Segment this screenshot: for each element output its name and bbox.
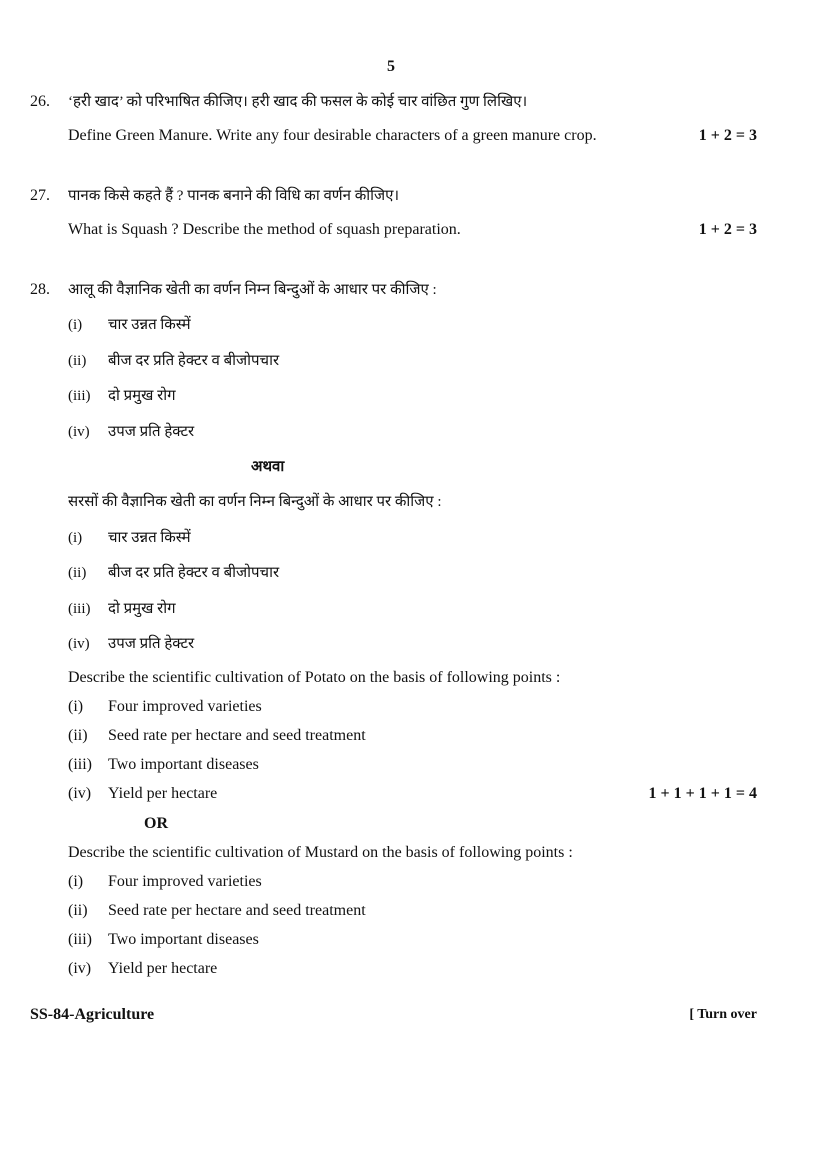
question-28-number: 28.	[30, 281, 50, 298]
point-label: (i)	[68, 530, 83, 546]
point-label: (ii)	[68, 727, 88, 744]
question-28-english-mustard-intro: Describe the scientific cultivation of Mustard on the basis of following points :	[68, 844, 573, 861]
point-text: Yield per hectare	[108, 960, 218, 977]
question-28-marks: 1 + 1 + 1 + 1 = 4	[648, 785, 757, 802]
point-label: (ii)	[68, 565, 87, 581]
point-label: (iv)	[68, 785, 92, 802]
point-text: Seed rate per hectare and seed treatment	[108, 902, 366, 919]
point-text: बीज दर प्रति हेक्टर व बीजोपचार	[108, 565, 280, 581]
point-label: (ii)	[68, 902, 88, 919]
question-28-english-potato-intro: Describe the scientific cultivation of Potato on the basis of following points :	[68, 669, 561, 686]
question-27-number: 27.	[30, 187, 50, 204]
point-text: दो प्रमुख रोग	[108, 601, 176, 617]
point-text: चार उन्नत किस्में	[108, 530, 191, 546]
point-label: (i)	[68, 698, 84, 715]
footer-turn-over: [ Turn over	[689, 1007, 757, 1022]
point-label: (i)	[68, 317, 83, 333]
point-text: चार उन्नत किस्में	[108, 317, 191, 333]
point-text: Two important diseases	[108, 756, 259, 773]
point-label: (iii)	[68, 601, 91, 617]
hindi-or-divider: अथवा	[251, 459, 285, 475]
question-26-english: Define Green Manure. Write any four desirable characters of a green manure crop.	[68, 127, 597, 144]
question-26-hindi: ‘हरी खाद’ को परिभाषित कीजिए। हरी खाद की फसल के कोई चार वांछित गुण लिखिए।	[68, 94, 528, 110]
point-label: (iii)	[68, 388, 91, 404]
page-number: 5	[387, 58, 395, 75]
point-text: Yield per hectare	[108, 785, 218, 802]
point-label: (iv)	[68, 960, 92, 977]
point-text: बीज दर प्रति हेक्टर व बीजोपचार	[108, 353, 280, 369]
point-text: Four improved varieties	[108, 873, 262, 890]
question-26-number: 26.	[30, 93, 50, 110]
point-text: उपज प्रति हेक्टर	[108, 424, 195, 440]
point-text: Four improved varieties	[108, 698, 262, 715]
point-label: (iv)	[68, 424, 90, 440]
point-label: (ii)	[68, 353, 87, 369]
question-27-english: What is Squash ? Describe the method of squash preparation.	[68, 221, 461, 238]
question-28-hindi-mustard-intro: सरसों की वैज्ञानिक खेती का वर्णन निम्न बिन्दुओं के आधार पर कीजिए :	[68, 494, 442, 510]
footer-paper-code: SS-84-Agriculture	[30, 1006, 155, 1023]
point-label: (i)	[68, 873, 84, 890]
point-label: (iv)	[68, 636, 90, 652]
point-text: उपज प्रति हेक्टर	[108, 636, 195, 652]
question-27-hindi: पानक किसे कहते हैं ? पानक बनाने की विधि का वर्णन कीजिए।	[68, 188, 400, 204]
point-label: (iii)	[68, 931, 92, 948]
point-text: दो प्रमुख रोग	[108, 388, 176, 404]
point-label: (iii)	[68, 756, 92, 773]
english-or-divider: OR	[144, 815, 168, 832]
question-28-hindi-potato-intro: आलू की वैज्ञानिक खेती का वर्णन निम्न बिन्दुओं के आधार पर कीजिए :	[68, 282, 437, 298]
question-27-marks: 1 + 2 = 3	[698, 221, 757, 238]
point-text: Two important diseases	[108, 931, 259, 948]
point-text: Seed rate per hectare and seed treatment	[108, 727, 366, 744]
question-26-marks: 1 + 2 = 3	[698, 127, 757, 144]
